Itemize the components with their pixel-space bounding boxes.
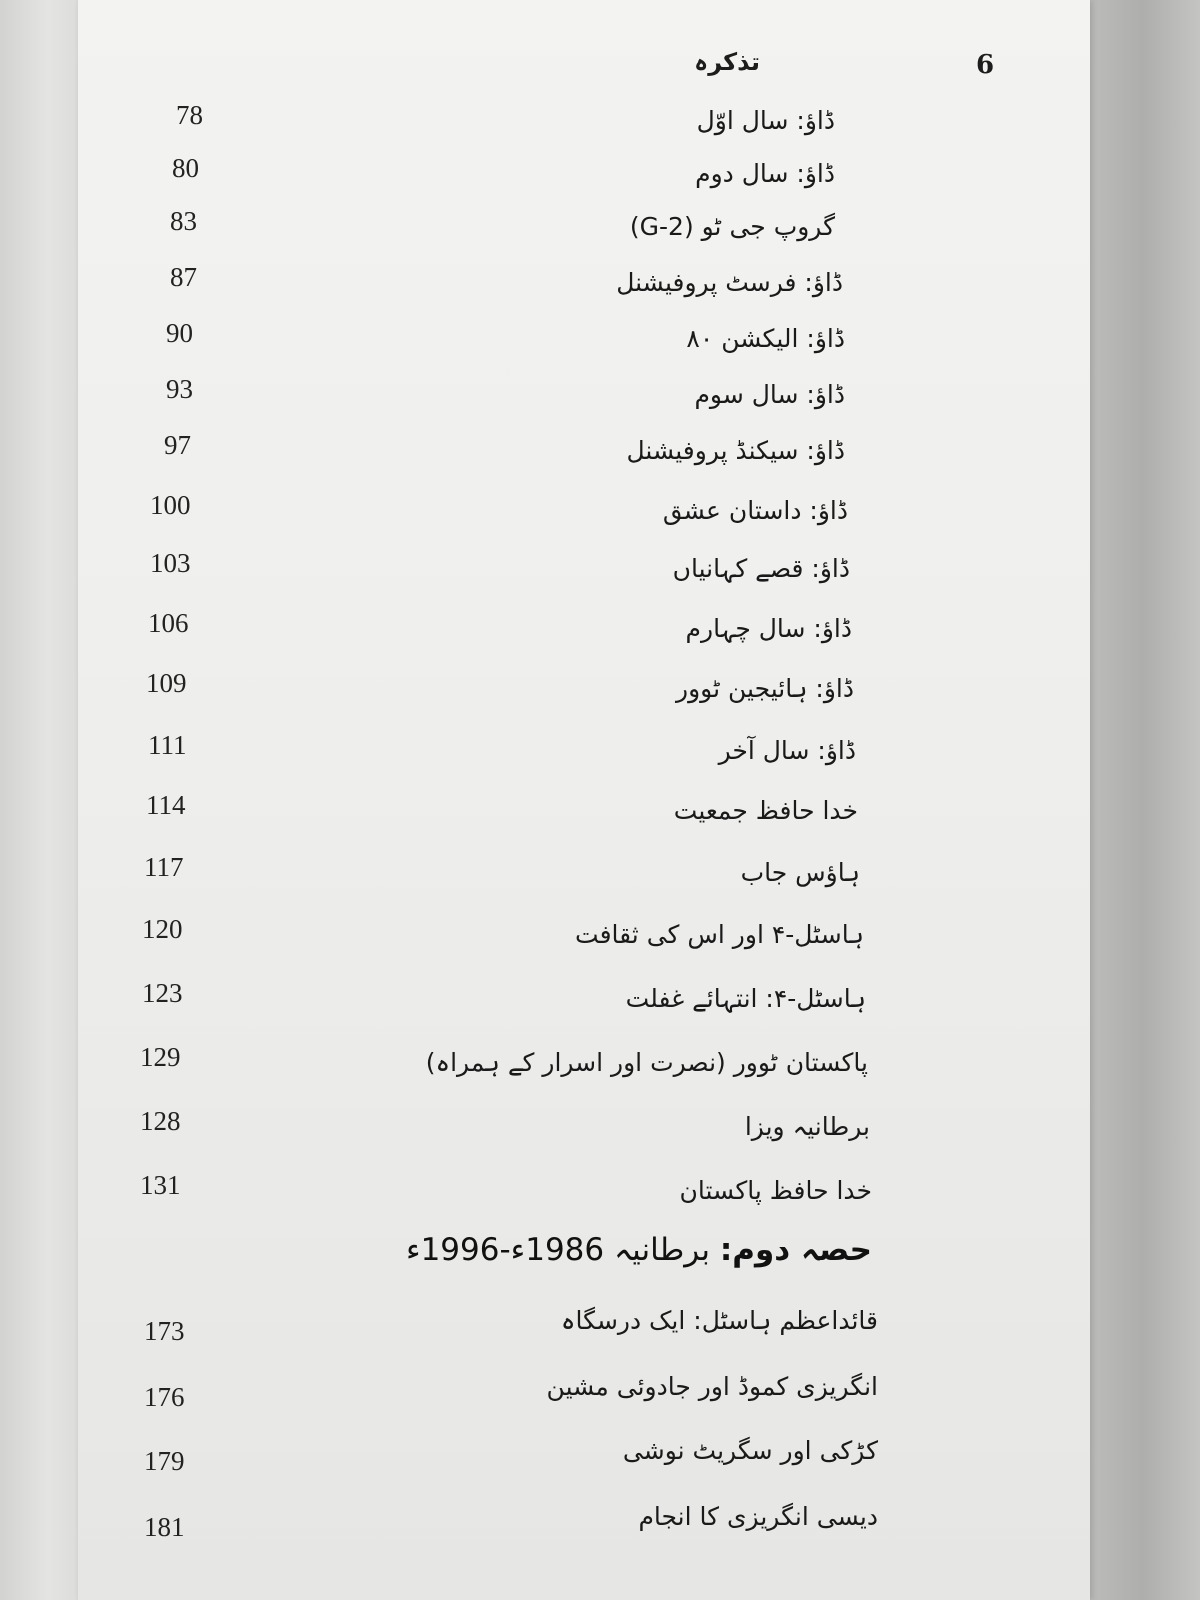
toc-entry-title: ڈاؤ: داستان عشق [662, 496, 848, 525]
toc-entry-title: ہاسٹل-۴ اور اس کی ثقافت [575, 920, 864, 949]
page-number-header: 6 [976, 50, 995, 80]
toc-entry [78, 978, 1090, 1018]
toc-entry [78, 1170, 1090, 1210]
toc-entry-page-number: 97 [164, 430, 191, 460]
toc-entry-title: ہاؤس جاب [740, 858, 860, 887]
toc-entry-page-number: 100 [150, 490, 191, 520]
toc-entry [78, 548, 1090, 588]
toc-entry-title: ڈاؤ: قصے کہانیاں [672, 554, 850, 583]
toc-entry-page-number: 129 [140, 1042, 181, 1072]
toc-entry [78, 608, 1090, 648]
toc-entry-title: ڈاؤ: ہائیجین ٹوور [676, 674, 854, 703]
toc-entry-page-number: 179 [144, 1446, 185, 1476]
toc-entry [78, 100, 1090, 140]
toc-entry-title: ڈاؤ: سال دوم [695, 159, 835, 188]
toc-entry-page-number: 120 [142, 914, 183, 944]
toc-entry-title: انگریزی کموڈ اور جادوئی مشین [546, 1372, 878, 1401]
toc-entry-page-number: 83 [170, 206, 197, 236]
adjacent-page-edge [0, 0, 80, 1600]
toc-entry-title: خدا حافظ پاکستان [679, 1176, 872, 1205]
toc-entry-page-number: 176 [144, 1382, 185, 1412]
toc-entry-page-number: 90 [166, 318, 193, 348]
toc-entry-page-number: 93 [166, 374, 193, 404]
toc-entry-page-number: 114 [146, 790, 186, 820]
section-label: حصہ دوم: [719, 1232, 872, 1268]
toc-entry [78, 262, 1090, 302]
toc-entry-page-number: 173 [144, 1316, 185, 1346]
toc-entry-title: برطانیہ ویزا [744, 1112, 870, 1141]
toc-entry-page-number: 128 [140, 1106, 181, 1136]
toc-entry [78, 206, 1090, 246]
toc-entry-page-number: 106 [148, 608, 189, 638]
toc-entry [78, 668, 1090, 708]
toc-entry-title: ڈاؤ: الیکشن ۸۰ [686, 324, 845, 353]
toc-entry-title: خدا حافظ جمعیت [673, 796, 858, 825]
toc-entry-title: ڈاؤ: سال چہارم [685, 614, 852, 643]
section-heading [406, 1232, 872, 1268]
toc-entry [78, 1366, 1090, 1412]
toc-entry [78, 1300, 1090, 1346]
toc-entry-title: ڈاؤ: فرسٹ پروفیشنل [616, 268, 843, 297]
toc-entry [78, 914, 1090, 954]
toc-entry-page-number: 181 [144, 1512, 185, 1542]
book-page [78, 0, 1090, 1600]
toc-entry [78, 790, 1090, 830]
toc-entry [78, 153, 1090, 193]
toc-entry [78, 1430, 1090, 1476]
toc-entry-page-number: 117 [144, 852, 184, 882]
toc-entry-title: ڈاؤ: سال سوم [694, 380, 845, 409]
toc-entry [78, 730, 1090, 770]
toc-entry [78, 430, 1090, 470]
toc-entry-title: قائداعظم ہاسٹل: ایک درسگاہ [560, 1306, 878, 1335]
toc-entry [78, 1496, 1090, 1542]
toc-entry-title: ڈاؤ: سال آخر [718, 736, 856, 765]
toc-entry [78, 490, 1090, 530]
toc-entry-page-number: 109 [146, 668, 187, 698]
toc-entry [78, 374, 1090, 414]
toc-entry [78, 1106, 1090, 1146]
toc-entry-title: دیسی انگریزی کا انجام [638, 1502, 878, 1531]
section-text: برطانیہ 1986ء-1996ء [405, 1232, 710, 1268]
toc-entry-page-number: 111 [148, 730, 187, 760]
toc-entry-title: ڈاؤ: سیکنڈ پروفیشنل [626, 436, 845, 465]
toc-entry-title: پاکستان ٹوور (نصرت اور اسرار کے ہمراہ) [425, 1048, 868, 1077]
book-spine-edge [1085, 0, 1200, 1600]
toc-entry-page-number: 78 [176, 100, 203, 130]
toc-entry-title: ہاسٹل-۴: انتہائے غفلت [625, 984, 866, 1013]
toc-entry-page-number: 131 [140, 1170, 181, 1200]
toc-entry [78, 1042, 1090, 1082]
toc-entry-page-number: 103 [150, 548, 191, 578]
toc-entry-title: ڈاؤ: سال اوّل [696, 106, 835, 135]
toc-entry-page-number: 87 [170, 262, 197, 292]
toc-entry-page-number: 80 [172, 153, 199, 183]
toc-entry [78, 852, 1090, 892]
toc-entry [78, 318, 1090, 358]
toc-entry-page-number: 123 [142, 978, 183, 1008]
running-title: تذکرہ [694, 48, 760, 76]
toc-entry-title: کڑکی اور سگریٹ نوشی [622, 1436, 878, 1465]
toc-entry-title: گروپ جی ٹو (G-2) [629, 212, 835, 241]
